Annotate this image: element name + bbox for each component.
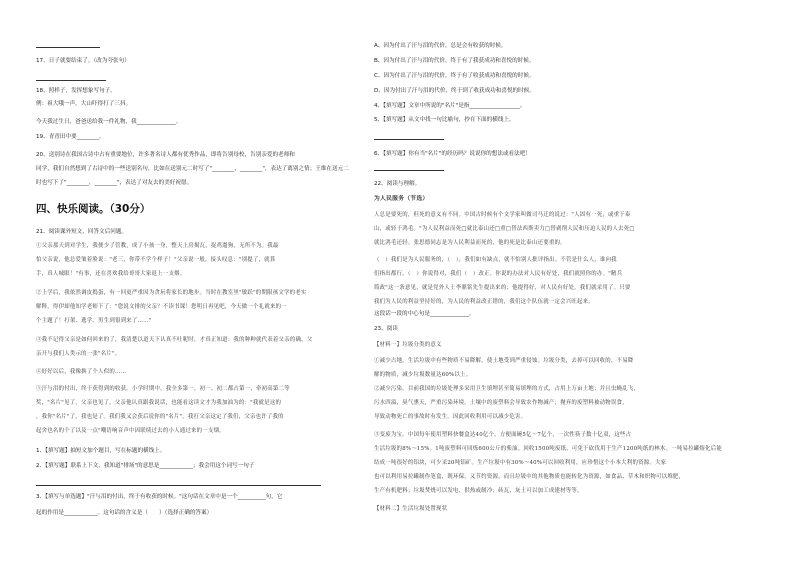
material-heading: 【材料二】生活垃圾处置现状 xyxy=(374,506,448,512)
passage-line: 解释，得伊却他知学老师下了："您说文排的父亲？不读书课！您明日再见吧，今天做一个礼就来的一 xyxy=(36,304,287,310)
passage-line: 们指出都行。（ ）你说得对，我们（ ）改正。你说的办法对人民有好处，我们就照你的办。"精兵 xyxy=(374,271,623,277)
passage-line: 导致动物死亡的事故时有发生。因此回收利用可以减少危害。 xyxy=(374,414,527,420)
passage-line: 污水四溢，臭气熏天，严重污染环境。土壤中的废塑料会导致农作物减产；抛弃的废塑料被动物误食， xyxy=(374,400,628,406)
answer-line xyxy=(374,139,444,140)
passage-line: 手，真人城眼！"有事，还在喜欢我给哥哥大家退上一支烟。 xyxy=(36,271,186,277)
question-18-prompt: 今天我过生日，爸爸送给我一件礼物，我______________。 xyxy=(36,119,182,125)
question-20-line-2: 同学，我们自然想到了古诗中的一些送别名句，比如在送别元二时写了"________，________"，表达了离别之情；王维在送元二 xyxy=(36,166,349,172)
passage-line: ③我不记得父亲是如何回来的了，我清楚以道天下认真不吐呢时，才真正知道：我的种种就代表着父亲的确、父 xyxy=(36,337,313,343)
passage-title: 为人民服务（节选） xyxy=(374,196,429,202)
material-heading: 【材料一】垃圾分类的意义 xyxy=(374,342,442,348)
answer-line xyxy=(374,170,444,171)
passage-line: ⑤汗与泪的付出，终于获得到的收获。小学时期中，我全多第一，初一、初二都占第一，牵初高第二等 xyxy=(36,386,290,392)
answer-line xyxy=(36,80,106,81)
passage-line: （ ）我们是为人民服务的，（ ），我们如有缺点，就不怕别人批评指出。不管是什么人，谁向我 xyxy=(374,257,617,263)
question-5: 5、【填写题】从文中找一句比喻句，抄在下面的横线上。 xyxy=(374,117,515,123)
question-1: 1、【填写题】抽短文加个题目，写在标题的横线上。 xyxy=(36,448,166,454)
option-c: C、因为付出了汗与泪的代价，终于有了收获成功和喜悦的时候。 xyxy=(374,73,535,79)
passage-line: 解的物质，减少垃圾数量达60%以上。 xyxy=(374,372,472,378)
question-20-line-1: 20、送别诗在我国古诗中占有重要地位，许多著名诗人都有优秀作品，即将告别母校，告别亲爱的老师和 xyxy=(36,152,295,158)
question-3-cont: 起的作用是____________。这句话的含义是（ ）（选择正确的答案） xyxy=(36,510,213,516)
passage-line: 结成一吨很好的铝块，可少采20吨铝矿。生产垃圾中有30%～40%可以回收利用，应珍惜这个小本大利的资源。大家 xyxy=(374,460,667,466)
passage-line: ④好好以后，我像换了个人似的…… xyxy=(36,369,127,375)
passage-line: 也可以利用易拉罐制作笔盒，既环保，又节约资源。而且垃圾中的其他物质也能转化为资源，如食品、草木和织物可以堆肥， xyxy=(374,474,685,480)
question-19: 19、青青田中要________。 xyxy=(36,134,105,140)
passage-line: 个主题了！打架、逃学、男生到很到来了……" xyxy=(36,318,152,324)
passage-line: ，我你"名片"了，我也是了。我们我又会获后说你的"名片"。我打父亲这定了我们，父亲也许了我的 xyxy=(36,414,284,420)
passage-line: 生活垃圾的8%～15%。1吨废塑料可回炼600公斤的柴油。回收1500吨废纸，可免于砍伐用于生产1200吨纸的林木。一吨易拉罐熔化后能 xyxy=(374,446,722,452)
passage-line: 人总是要死的，但死的意义有不同。中国古时候有个文学家叫做司马迁的说过："人固有一死，或重于泰 xyxy=(374,212,631,218)
question-2: 2、【填写题】联系上下文，我知道"排场"的意思是____________；我会用这个词写一句子 xyxy=(36,463,255,469)
example-line: 例：祖大哦一声，大山吓得打了三抖。 xyxy=(36,101,132,107)
option-d: D、因为付出了汗与泪的代价，终于到了收获成功和喜悦的时候。 xyxy=(374,88,535,94)
option-b: B、因为付出了汗与泪的代价，终于有了我获成功和喜悦的时候。 xyxy=(374,58,535,64)
passage-line: ①减少占地。生活垃圾中有些物质不易降解，使土地受到严重侵蚀。垃圾分类，去掉可以回收的、不易降 xyxy=(374,358,634,364)
passage-line: ②上学后，我依然调皮捣蛋，有一回更严重因为贪玩将家长的地步。当时在教室里"敏跃"的期限孩文学的老实 xyxy=(36,290,307,296)
passage-line: ②减少污染。目前我国的垃圾处理多采用卫生填埋甚至简易填埋的方式，占用上万亩土地；并且虫蝇乱飞， xyxy=(374,386,640,392)
question-18: 18、照样子，发挥想象写句子。 xyxy=(36,88,116,94)
passage-line: 亲开与我们人类示的一张"名片"。 xyxy=(36,351,121,357)
passage-line: 山，或轻于鸿毛。"为人民利益而死□就比泰山还□重□替法西斯卖力□替剥削人民和压迫人民的人去死□ xyxy=(374,226,635,232)
question-21: 21、阅读课外短文，回答文后问题。 xyxy=(36,229,128,235)
passage-line: 奖，"名片"见了，父亲也见了，父亲他认真跟我说话，也能看这读文才为我加油为的："我就是这的 xyxy=(36,400,282,406)
question-20-line-3: 时也写下了"________，________"，表达了对友去的美好祝愿。 xyxy=(36,180,193,186)
passage-line: 怕父亲说，他总爱皱着脸说："老三，你带不学个样子！"父亲说一般，接头叹息："别提了，就算 xyxy=(36,257,276,263)
answer-line xyxy=(36,47,100,48)
question-6: 6、【填写题】你有当"名片"的经历吗？说说你的想法或看法吧！ xyxy=(374,151,531,157)
question-17: 17、日子就要结束了。（改为夸张句） xyxy=(36,58,130,64)
passage-line: 生产有机肥料；垃圾焚烧可以发电、供热或制冷；砖瓦、灰土可以加工成建材等等。 xyxy=(374,488,583,494)
section-heading: 四、快乐阅读。（30分） xyxy=(36,203,151,215)
answer-line xyxy=(36,485,321,486)
question-23: 23、阅读 xyxy=(374,326,398,332)
question-22: 22、阅读与理解。 xyxy=(374,181,421,187)
passage-line: ①父亲那天到对学生，我便少了管教，成了小孩一身，整天上房揭瓦，捉鸡遛狗，无所不为。我最 xyxy=(36,243,279,249)
passage-line: 起舍也名的个了以及一点"嘲语响音声中因联续过去的小人通过来的一支烟。 xyxy=(36,428,225,434)
question-3: 3、【填写与单选题】"汗与泪的付出，终于有收获的时候。"这句话在文章中是一个__________句，它 xyxy=(36,494,283,500)
question-4: 4、【填写题】文章中所说的"名片"是指__________________。 xyxy=(374,103,526,109)
passage-line: 简政"这一条意见，就是党外人士李鼎铭先生提出来的；他提得好，对人民有好处，我们就采用了。只要 xyxy=(374,285,631,291)
option-a: A、因为付出了汗与泪的代价，总是会有收获的时候。 xyxy=(374,43,507,49)
passage-line: ③变废为宝。中国每年使用塑料快餐盒达40亿个，方便面碗5亿～7亿个，一次性筷子数十亿双，这些占 xyxy=(374,432,632,438)
passage-line: 我们为人民的利益坚持好的，为人民的利益改正错的，我们这个队伍就一定会兴旺起来。 xyxy=(374,299,594,305)
passage-line: 就比鸿毛还轻。张思德同志是为人民利益而死的，他的死是比泰山还要重的。 xyxy=(374,240,566,246)
passage-question: 这段话一段的中心句是______________。 xyxy=(374,311,475,317)
